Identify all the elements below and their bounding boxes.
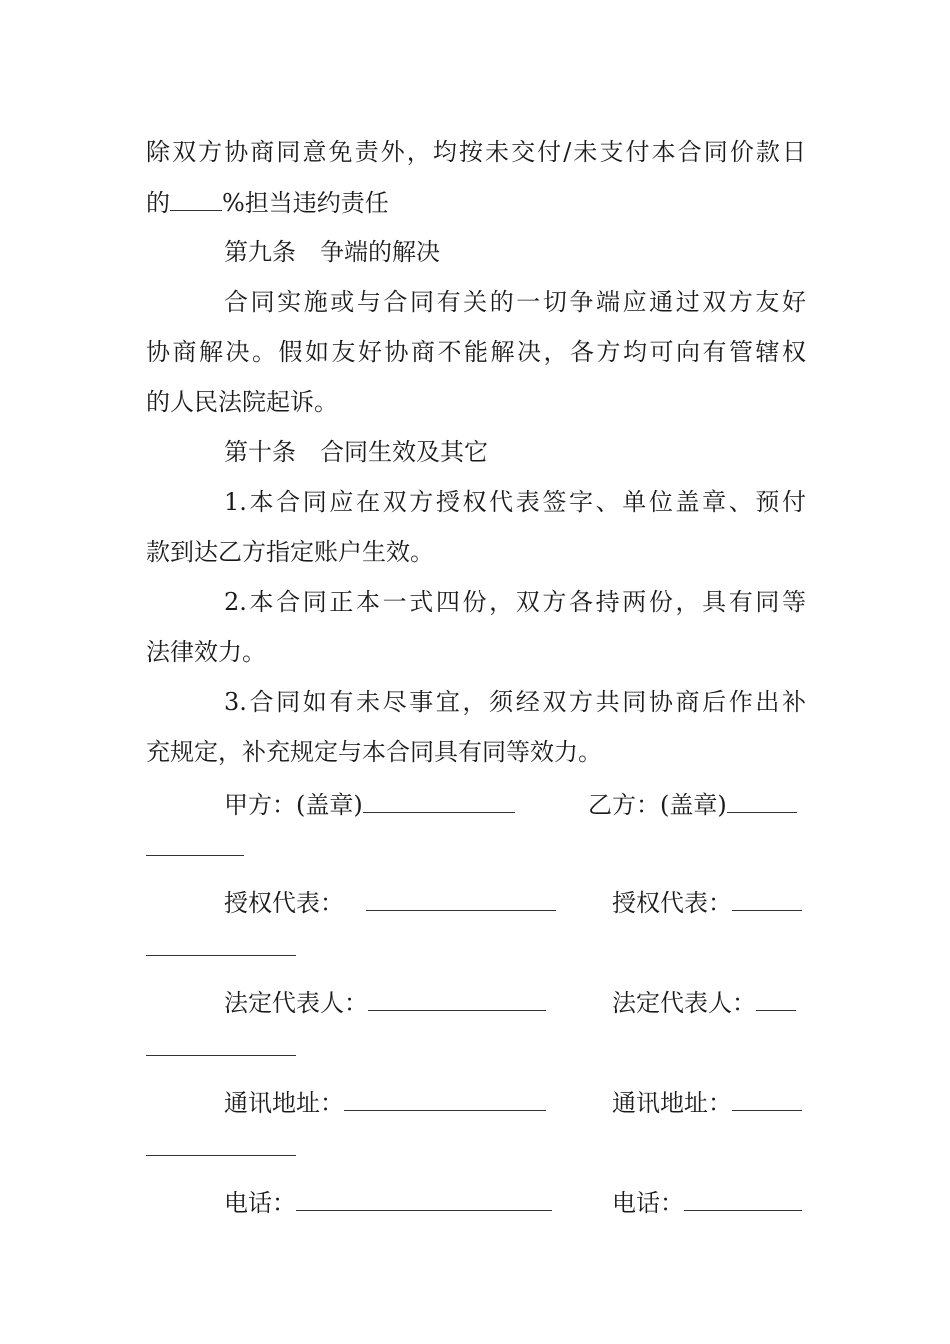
party-a-seal-field[interactable] (363, 786, 515, 813)
paragraph-line: 2.本合同正本一式四份，双方各持两份，具有同等 (224, 588, 806, 616)
party-a-legal-field[interactable] (368, 984, 546, 1011)
party-b-phone-field[interactable] (684, 1184, 802, 1211)
party-a-seal-label (224, 786, 515, 818)
text-fragment: 的 (146, 189, 170, 217)
paragraph-line: 除双方协商同意免责外，均按未交付/未支付本合同价款日 (146, 138, 806, 166)
party-b-seal-field-continuation (146, 855, 244, 856)
party-b-seal-field[interactable] (727, 786, 797, 813)
party-a-phone-label (224, 1184, 552, 1216)
party-b-legal-field-continuation (146, 1055, 296, 1056)
paragraph-line: 的人民法院起诉。 (146, 388, 338, 416)
text-fragment: 乙方：(盖章) (588, 791, 727, 819)
party-b-address-label (612, 1084, 802, 1116)
text-fragment: 电话： (612, 1189, 684, 1217)
text-fragment: 法定代表人： (224, 989, 368, 1017)
article-10-heading: 第十条 合同生效及其它 (224, 438, 488, 466)
paragraph-line: 3.合同如有未尽事宜，须经双方共同协商后作出补 (224, 688, 806, 716)
party-a-address-field[interactable] (344, 1084, 546, 1111)
text-fragment: 通讯地址： (612, 1089, 732, 1117)
party-b-legal-label (612, 984, 796, 1016)
party-b-auth-label (612, 884, 802, 916)
paragraph-line: 合同实施或与合同有关的一切争端应通过双方友好 (224, 288, 806, 316)
party-a-address-label (224, 1084, 546, 1116)
text-fragment: 通讯地址： (224, 1089, 344, 1117)
party-b-address-field-continuation (146, 1155, 296, 1156)
party-b-auth-field[interactable] (732, 884, 802, 911)
party-b-address-field[interactable] (732, 1084, 802, 1111)
text-fragment: 甲方：(盖章) (224, 791, 363, 819)
party-a-phone-field[interactable] (296, 1184, 552, 1211)
paragraph-line: 法律效力。 (146, 638, 266, 666)
text-fragment: 电话： (224, 1189, 296, 1217)
text-fragment: 法定代表人： (612, 989, 756, 1017)
paragraph-line: 协商解决。假如友好协商不能解决，各方均可向有管辖权 (146, 338, 806, 366)
party-a-auth-field[interactable] (366, 884, 556, 911)
article-9-heading: 第九条 争端的解决 (224, 238, 440, 266)
party-b-phone-label (612, 1184, 802, 1216)
paragraph-line: 充规定，补充规定与本合同具有同等效力。 (146, 738, 602, 766)
paragraph-line: 1.本合同应在双方授权代表签字、单位盖章、预付 (224, 488, 806, 516)
text-fragment: 授权代表： (612, 889, 732, 917)
party-a-auth-label (224, 884, 556, 916)
party-b-legal-field[interactable] (756, 984, 796, 1011)
party-b-auth-field-continuation (146, 955, 296, 956)
paragraph-line: 款到达乙方指定账户生效。 (146, 538, 434, 566)
party-b-seal-label (588, 786, 797, 818)
paragraph-line (146, 184, 806, 216)
blank-line (170, 184, 222, 211)
party-a-legal-label (224, 984, 546, 1016)
text-fragment: %担当违约责任 (222, 189, 389, 217)
text-fragment: 授权代表： (224, 889, 344, 917)
